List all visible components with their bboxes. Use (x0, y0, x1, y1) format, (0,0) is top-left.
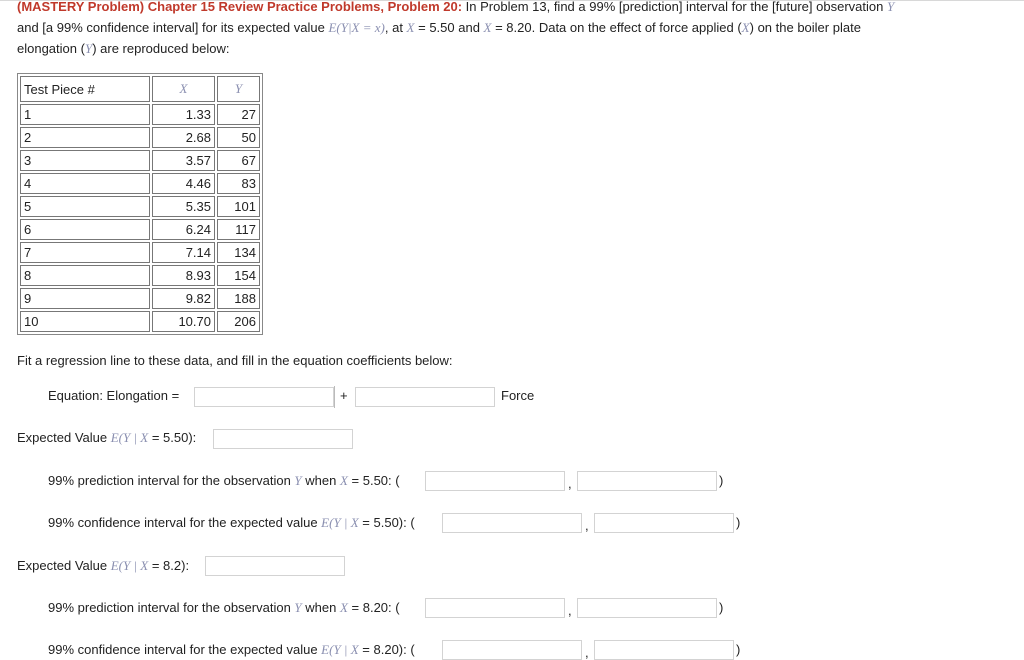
table-row (20, 242, 260, 263)
var-x: X (483, 20, 492, 35)
table-header-row (20, 76, 260, 102)
var-y: Y (294, 473, 302, 488)
comma: , (568, 476, 572, 491)
test-piece-cell: 2 (20, 127, 150, 148)
y-value-cell: 101 (217, 196, 260, 217)
close-paren: ) (736, 515, 741, 530)
label-text: when (301, 600, 340, 615)
x-value-cell: 2.68 (152, 127, 215, 148)
x-value-cell: 10.70 (152, 311, 215, 332)
x-value-cell: 5.35 (152, 196, 215, 217)
test-piece-cell: 10 (20, 311, 150, 332)
table-row (20, 104, 260, 125)
test-piece-cell: 9 (20, 288, 150, 309)
intro-text: and [a 99% confidence interval] for its expected value (17, 20, 329, 35)
close-paren: ) (719, 473, 724, 488)
label-text: = 8.20): ( (358, 642, 415, 657)
problem-heading: (MASTERY Problem) Chapter 15 Review Practice Problems, Problem 20: (17, 0, 463, 14)
x-value-cell: 7.14 (152, 242, 215, 263)
expectation-expr: E(Y|X = x) (328, 20, 385, 35)
expected-value-input-1[interactable] (213, 429, 353, 449)
x-value-cell: 9.82 (152, 288, 215, 309)
test-piece-cell: 1 (20, 104, 150, 125)
label-text: Expected Value (17, 558, 111, 573)
intro-text: = 5.50 and (414, 20, 484, 35)
y-value-cell: 188 (217, 288, 260, 309)
var-x: X (339, 600, 348, 615)
table-row (20, 127, 260, 148)
slope-input[interactable] (355, 387, 495, 407)
separator (334, 386, 335, 408)
label-text: = 5.50): (148, 430, 197, 445)
y-value-cell: 67 (217, 150, 260, 171)
label-text: 99% prediction interval for the observation (48, 600, 295, 615)
table-row (20, 311, 260, 332)
y-value-cell: 206 (217, 311, 260, 332)
comma: , (568, 603, 572, 618)
y-value-cell: 50 (217, 127, 260, 148)
x-value-cell: 6.24 (152, 219, 215, 240)
label-text: = 5.50: ( (347, 473, 400, 488)
comma: , (585, 518, 589, 533)
x-value-cell: 1.33 (152, 104, 215, 125)
column-header-y: Y (217, 76, 260, 102)
x-value-cell: 4.46 (152, 173, 215, 194)
test-piece-cell: 3 (20, 150, 150, 171)
y-value-cell: 154 (217, 265, 260, 286)
confidence-lower-input-1[interactable] (442, 513, 582, 533)
var-y: Y (294, 600, 302, 615)
y-value-cell: 27 (217, 104, 260, 125)
expected-value-label-1 (17, 430, 196, 446)
table-row (20, 150, 260, 171)
expectation-expr: E(Y | X (321, 515, 359, 530)
label-text: Expected Value (17, 430, 111, 445)
test-piece-cell: 8 (20, 265, 150, 286)
test-piece-cell: 4 (20, 173, 150, 194)
test-piece-cell: 7 (20, 242, 150, 263)
table-row (20, 219, 260, 240)
x-value-cell: 8.93 (152, 265, 215, 286)
y-value-cell: 134 (217, 242, 260, 263)
confidence-interval-label-2 (48, 642, 415, 658)
plus-sign: + (340, 388, 348, 403)
var-x: X (339, 473, 348, 488)
label-text: = 5.50): ( (358, 515, 415, 530)
label-text: 99% prediction interval for the observation (48, 473, 295, 488)
test-piece-cell: 6 (20, 219, 150, 240)
label-text: when (301, 473, 340, 488)
prediction-upper-input-1[interactable] (577, 471, 717, 491)
table-row (20, 173, 260, 194)
fit-instruction: Fit a regression line to these data, and fill in the equation coefficients below: (17, 353, 453, 368)
var-y: Y (84, 41, 93, 56)
intro-text: ) are reproduced below: (92, 41, 230, 56)
table-row (20, 288, 260, 309)
intercept-input[interactable] (194, 387, 334, 407)
label-text: = 8.20: ( (347, 600, 400, 615)
expectation-expr: E(Y | X (110, 430, 149, 445)
intro-text: = 8.20. Data on the effect of force applied ( (491, 20, 742, 35)
var-x: X (406, 20, 415, 35)
y-value-cell: 83 (217, 173, 260, 194)
confidence-interval-label-1 (48, 515, 415, 531)
x-value-cell: 3.57 (152, 150, 215, 171)
table-row (20, 196, 260, 217)
prediction-lower-input-1[interactable] (425, 471, 565, 491)
data-table (17, 73, 263, 335)
confidence-upper-input-1[interactable] (594, 513, 734, 533)
prediction-upper-input-2[interactable] (577, 598, 717, 618)
column-header-x: X (152, 76, 215, 102)
label-text: = 8.2): (148, 558, 190, 573)
problem-statement (17, 0, 1017, 59)
table-row (20, 265, 260, 286)
expectation-expr: E(Y | X (110, 558, 149, 573)
intro-text: In Problem 13, find a 99% [prediction] interval for the [future] observation (462, 0, 887, 14)
prediction-interval-label-1 (48, 473, 400, 489)
comma: , (585, 645, 589, 660)
expected-value-label-2 (17, 558, 189, 574)
confidence-lower-input-2[interactable] (442, 640, 582, 660)
label-text: 99% confidence interval for the expected value (48, 515, 322, 530)
prediction-interval-label-2 (48, 600, 400, 616)
confidence-upper-input-2[interactable] (594, 640, 734, 660)
label-text: 99% confidence interval for the expected value (48, 642, 322, 657)
column-header-test-piece: Test Piece # (20, 76, 150, 102)
close-paren: ) (736, 642, 741, 657)
intro-text: elongation ( (17, 41, 85, 56)
intro-text: ) on the boiler plate (749, 20, 861, 35)
y-value-cell: 117 (217, 219, 260, 240)
close-paren: ) (719, 600, 724, 615)
expected-value-input-2[interactable] (205, 556, 345, 576)
expectation-expr: E(Y | X (321, 642, 359, 657)
test-piece-cell: 5 (20, 196, 150, 217)
var-x: X (741, 20, 750, 35)
prediction-lower-input-2[interactable] (425, 598, 565, 618)
intro-text: , at (384, 20, 407, 35)
force-label: Force (501, 388, 535, 403)
var-y: Y (886, 0, 895, 14)
equation-label: Equation: Elongation = (48, 388, 180, 403)
